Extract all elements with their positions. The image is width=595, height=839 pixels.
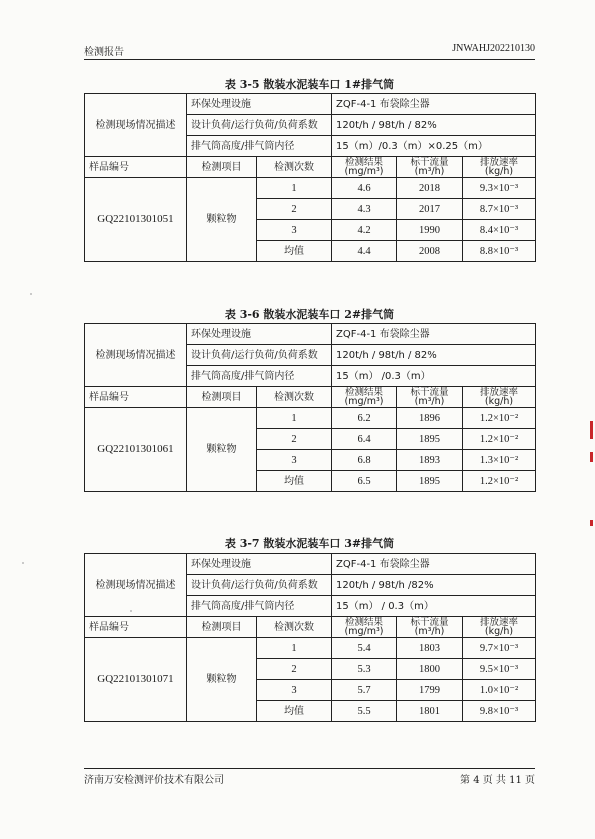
flow-value: 1896 <box>397 408 463 429</box>
col-header-flow <box>397 387 463 408</box>
desc-value: 120t/h / 98t/h / 82% <box>332 345 536 366</box>
rate-value: 9.5×10⁻³ <box>463 659 536 680</box>
result-value: 6.4 <box>332 429 397 450</box>
col-header-item: 检测项目 <box>187 157 257 178</box>
average-result: 5.5 <box>332 701 397 722</box>
flow-value: 2017 <box>397 199 463 220</box>
flow-value: 1799 <box>397 680 463 701</box>
average-flow: 2008 <box>397 241 463 262</box>
page-number: 第 4 页 共 11 页 <box>460 775 535 786</box>
average-label: 均值 <box>257 701 332 722</box>
test-count: 2 <box>257 659 332 680</box>
header-unit: (m³/h) <box>414 626 445 637</box>
desc-value: 15（m） / 0.3（m） <box>332 596 536 617</box>
desc-label: 设计负荷/运行负荷/负荷系数 <box>187 115 332 136</box>
header-unit: (m³/h) <box>414 396 445 407</box>
desc-label: 排气筒高度/排气筒内径 <box>187 366 332 387</box>
seal-edge-mark <box>590 452 593 462</box>
report-header-title: 检测报告 <box>84 47 124 58</box>
desc-label: 排气筒高度/排气筒内径 <box>187 596 332 617</box>
rate-value: 9.7×10⁻³ <box>463 638 536 659</box>
header-text: 检测结果 <box>344 387 383 398</box>
desc-value: ZQF-4-1 布袋除尘器 <box>332 554 536 575</box>
col-header-flow <box>397 617 463 638</box>
result-value: 6.2 <box>332 408 397 429</box>
col-header-item: 检测项目 <box>187 387 257 408</box>
col-header-sample-no: 样品编号 <box>85 387 187 408</box>
site-desc-label: 检测现场情况描述 <box>85 554 187 617</box>
average-label: 均值 <box>257 241 332 262</box>
desc-label: 环保处理设施 <box>187 324 332 345</box>
flow-value: 1893 <box>397 450 463 471</box>
test-item: 颗粒物 <box>187 638 257 722</box>
test-count: 3 <box>257 680 332 701</box>
desc-value: ZQF-4-1 布袋除尘器 <box>332 94 536 115</box>
test-count: 3 <box>257 220 332 241</box>
result-value: 5.4 <box>332 638 397 659</box>
header-text: 排放速率 <box>480 157 519 168</box>
table-caption-3-7: 表 3-7 散装水泥装车口 3#排气筒 <box>224 537 395 550</box>
table-row <box>85 408 536 429</box>
site-desc-label: 检测现场情况描述 <box>85 94 187 157</box>
desc-label: 设计负荷/运行负荷/负荷系数 <box>187 575 332 596</box>
desc-value: ZQF-4-1 布袋除尘器 <box>332 324 536 345</box>
result-table-3-7 <box>84 553 536 722</box>
col-header-times: 检测次数 <box>257 157 332 178</box>
rate-value: 1.2×10⁻² <box>463 408 536 429</box>
test-count: 3 <box>257 450 332 471</box>
col-header-result <box>332 387 397 408</box>
test-count: 2 <box>257 199 332 220</box>
scan-speck <box>22 562 24 564</box>
test-item: 颗粒物 <box>187 408 257 492</box>
sample-number: GQ22101301071 <box>85 638 187 722</box>
header-unit: (kg/h) <box>484 626 514 637</box>
col-header-rate <box>463 617 536 638</box>
header-text: 检测结果 <box>344 157 383 168</box>
flow-value: 1990 <box>397 220 463 241</box>
col-header-rate <box>463 157 536 178</box>
result-table-3-5 <box>84 93 536 262</box>
rate-value: 8.4×10⁻³ <box>463 220 536 241</box>
report-number: JNWAHJ202210130 <box>452 43 535 54</box>
desc-value: 15（m）/0.3（m）×0.25（m） <box>332 136 536 157</box>
average-result: 4.4 <box>332 241 397 262</box>
company-name: 济南万安检测评价技术有限公司 <box>84 775 224 786</box>
header-text: 检测结果 <box>344 617 383 628</box>
rate-value: 9.3×10⁻³ <box>463 178 536 199</box>
col-header-times: 检测次数 <box>257 617 332 638</box>
desc-label: 环保处理设施 <box>187 94 332 115</box>
header-unit: (m³/h) <box>414 166 445 177</box>
result-value: 4.3 <box>332 199 397 220</box>
flow-value: 1803 <box>397 638 463 659</box>
average-flow: 1801 <box>397 701 463 722</box>
table-caption-3-6: 表 3-6 散装水泥装车口 2#排气筒 <box>224 308 395 321</box>
result-table-3-6 <box>84 323 536 492</box>
desc-value: 120t/h / 98t/h /82% <box>332 575 536 596</box>
header-text: 排放速率 <box>480 617 519 628</box>
average-rate: 1.2×10⁻² <box>463 471 536 492</box>
header-text: 排放速率 <box>480 387 519 398</box>
average-rate: 8.8×10⁻³ <box>463 241 536 262</box>
desc-label: 设计负荷/运行负荷/负荷系数 <box>187 345 332 366</box>
sample-number: GQ22101301061 <box>85 408 187 492</box>
desc-value: 120t/h / 98t/h / 82% <box>332 115 536 136</box>
header-text: 标干流量 <box>410 387 449 398</box>
col-header-rate <box>463 387 536 408</box>
scan-speck <box>30 293 32 295</box>
result-value: 4.6 <box>332 178 397 199</box>
table-caption-3-5: 表 3-5 散装水泥装车口 1#排气筒 <box>224 78 395 91</box>
result-value: 6.8 <box>332 450 397 471</box>
col-header-result <box>332 157 397 178</box>
average-label: 均值 <box>257 471 332 492</box>
rate-value: 8.7×10⁻³ <box>463 199 536 220</box>
desc-value: 15（m） /0.3（m） <box>332 366 536 387</box>
result-value: 5.7 <box>332 680 397 701</box>
desc-label: 环保处理设施 <box>187 554 332 575</box>
header-unit: (kg/h) <box>484 396 514 407</box>
test-count: 1 <box>257 638 332 659</box>
flow-value: 1800 <box>397 659 463 680</box>
header-unit: (kg/h) <box>484 166 514 177</box>
col-header-flow <box>397 157 463 178</box>
sample-number: GQ22101301051 <box>85 178 187 262</box>
rate-value: 1.3×10⁻² <box>463 450 536 471</box>
desc-label: 排气筒高度/排气筒内径 <box>187 136 332 157</box>
table-row <box>85 178 536 199</box>
table-row <box>85 638 536 659</box>
footer-divider <box>84 768 535 769</box>
col-header-sample-no: 样品编号 <box>85 617 187 638</box>
test-count: 2 <box>257 429 332 450</box>
header-unit: (mg/m³) <box>344 166 384 177</box>
result-value: 5.3 <box>332 659 397 680</box>
result-value: 4.2 <box>332 220 397 241</box>
header-divider <box>84 59 535 60</box>
test-item: 颗粒物 <box>187 178 257 262</box>
rate-value: 1.2×10⁻² <box>463 429 536 450</box>
header-unit: (mg/m³) <box>344 626 384 637</box>
col-header-result <box>332 617 397 638</box>
scan-speck <box>130 610 132 612</box>
header-text: 标干流量 <box>410 617 449 628</box>
flow-value: 1895 <box>397 429 463 450</box>
average-flow: 1895 <box>397 471 463 492</box>
col-header-sample-no: 样品编号 <box>85 157 187 178</box>
site-desc-label: 检测现场情况描述 <box>85 324 187 387</box>
header-text: 标干流量 <box>410 157 449 168</box>
col-header-times: 检测次数 <box>257 387 332 408</box>
test-count: 1 <box>257 408 332 429</box>
rate-value: 1.0×10⁻² <box>463 680 536 701</box>
seal-edge-mark <box>590 520 593 526</box>
average-result: 6.5 <box>332 471 397 492</box>
average-rate: 9.8×10⁻³ <box>463 701 536 722</box>
flow-value: 2018 <box>397 178 463 199</box>
seal-edge-mark <box>590 421 593 439</box>
test-count: 1 <box>257 178 332 199</box>
col-header-item: 检测项目 <box>187 617 257 638</box>
header-unit: (mg/m³) <box>344 396 384 407</box>
